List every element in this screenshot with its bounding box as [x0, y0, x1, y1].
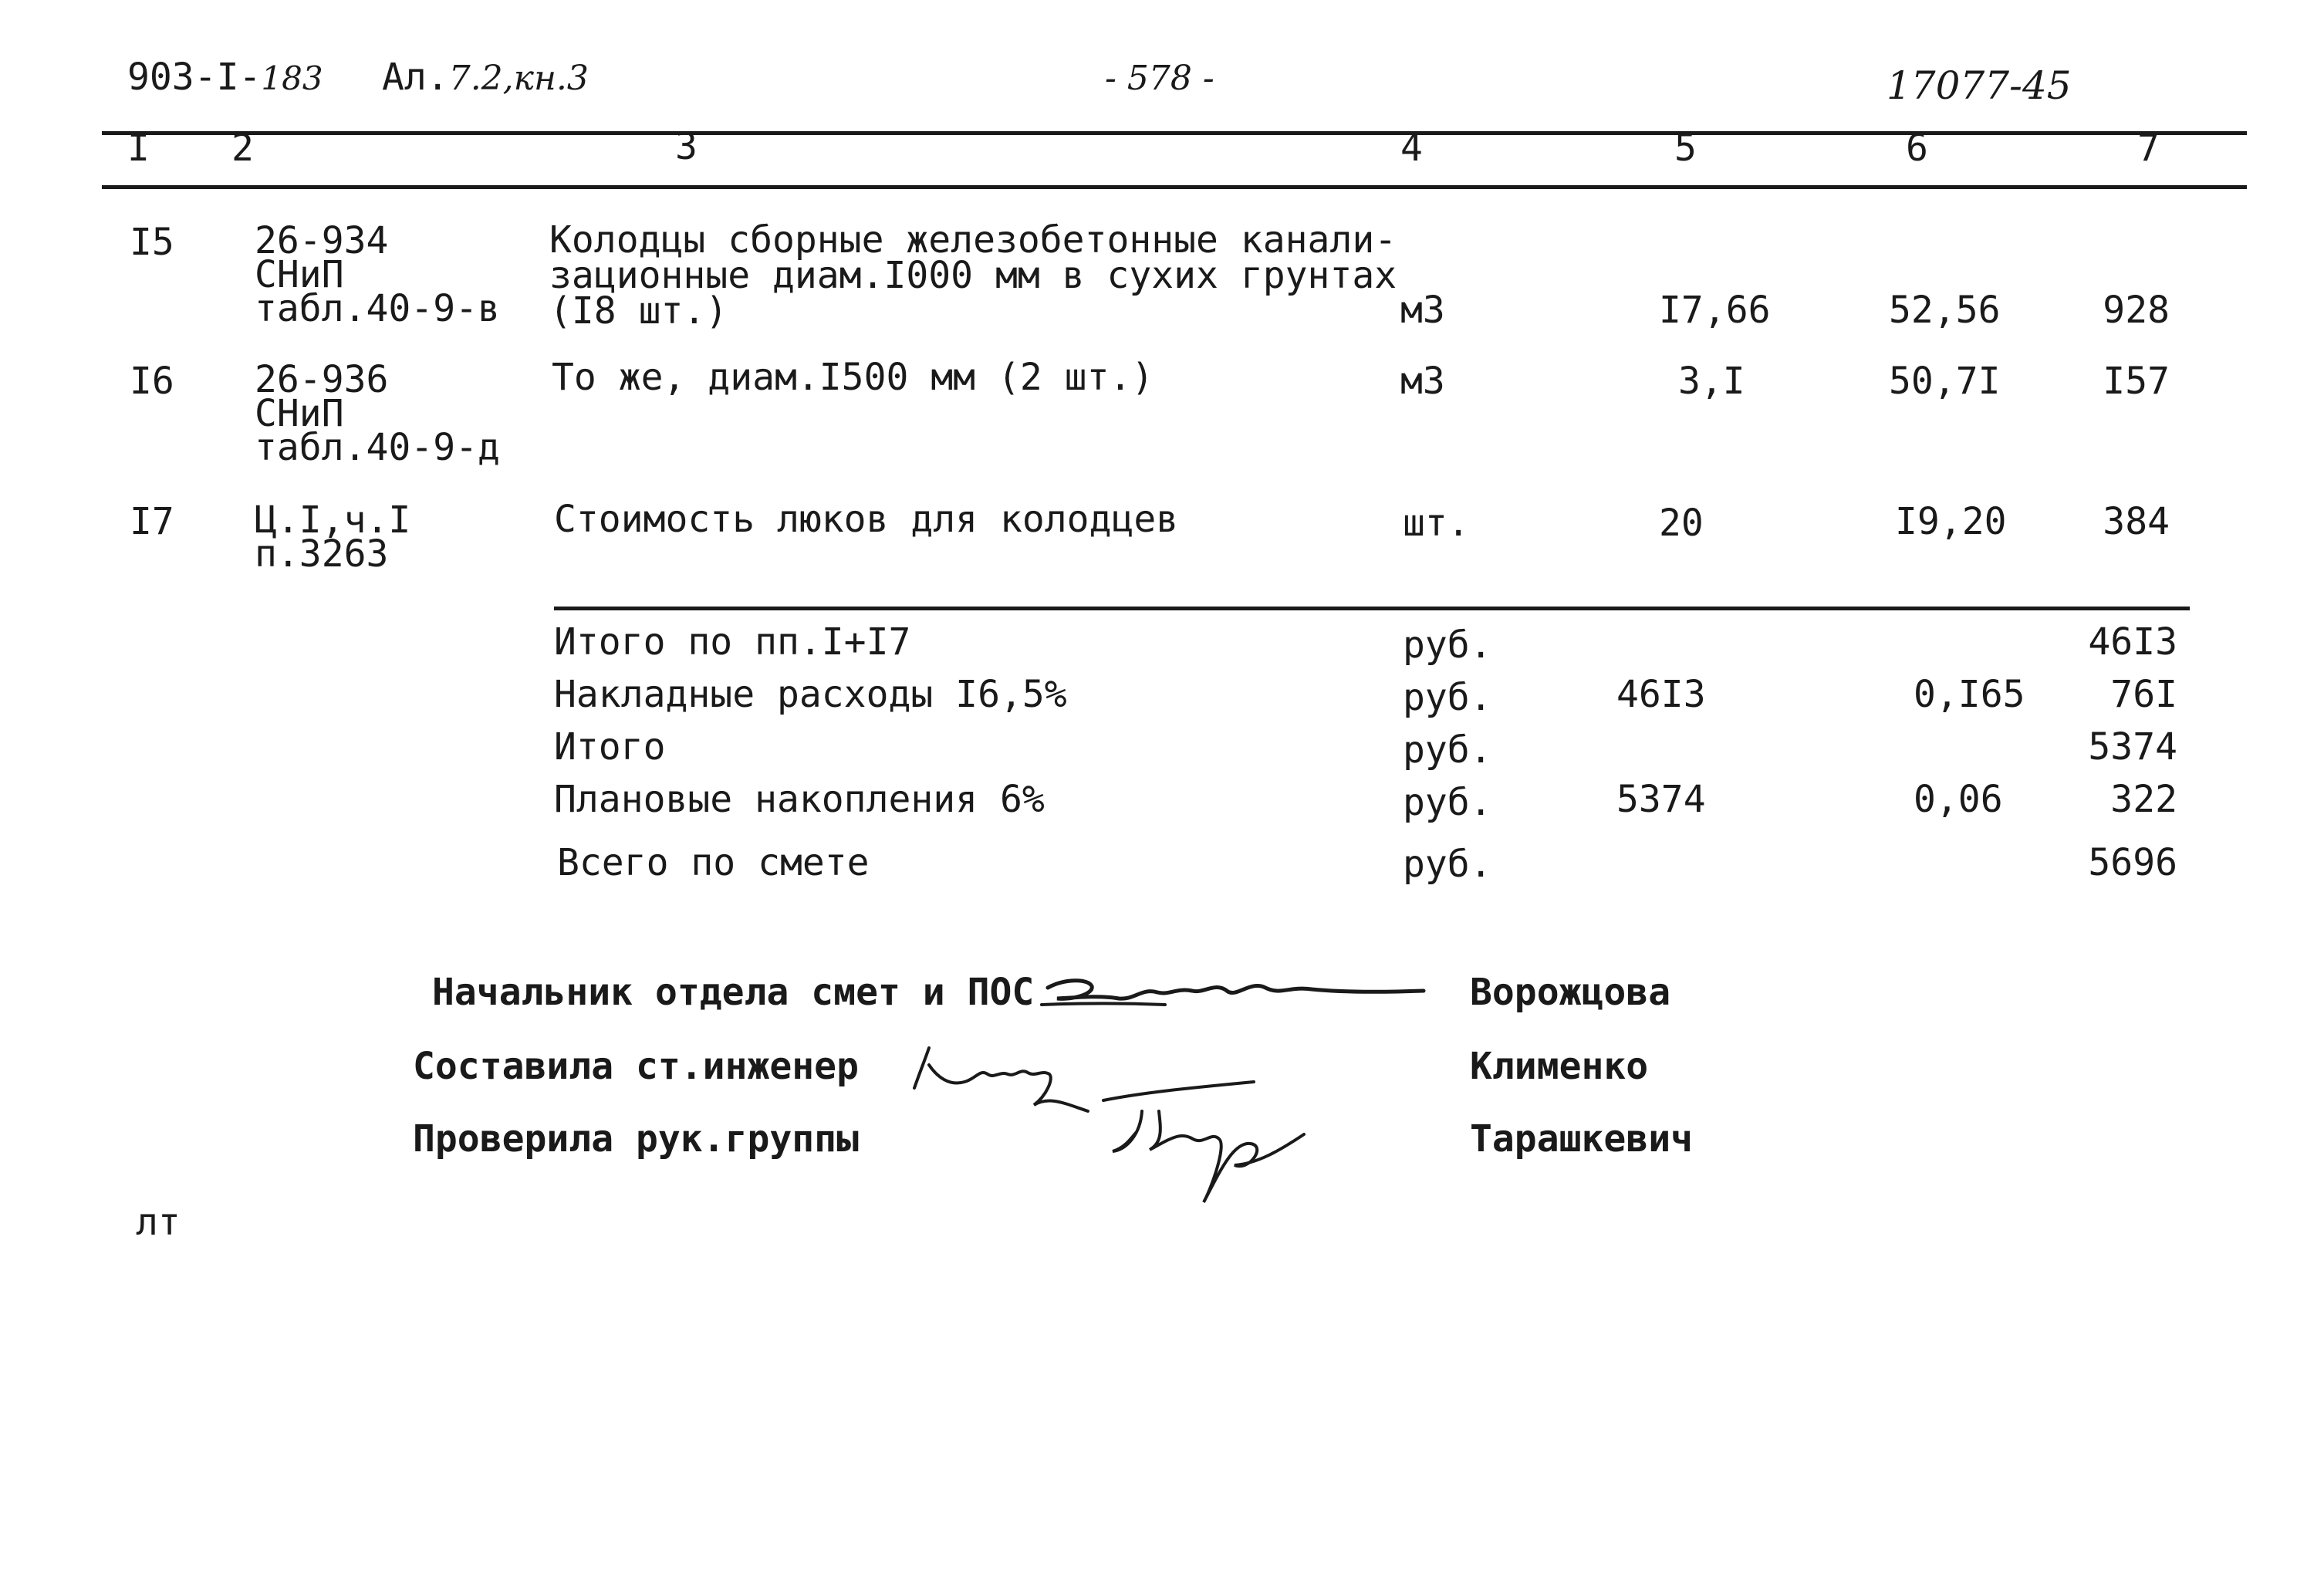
- totals-label: Итого: [554, 725, 666, 769]
- album-reference: [382, 56, 589, 99]
- description-line: Колодцы сборные железобетонные канали-: [549, 218, 1397, 262]
- ref-line: 26-936: [255, 358, 389, 401]
- table-row-total: 928: [2103, 289, 2170, 332]
- signature-role: Составила ст.инженер: [413, 1045, 859, 1088]
- signature-role: Начальник отдела смет и ПОС: [432, 971, 1035, 1014]
- description-line: зационные диам.I000 мм в сухих грунтах: [549, 254, 1397, 297]
- header-bottom-rule: [102, 185, 2247, 189]
- description-line: То же, диам.I500 мм (2 шт.): [552, 356, 1154, 399]
- document-code-handwritten: 183: [261, 59, 323, 97]
- table-row-no: I5: [130, 221, 174, 264]
- totals-quantity: 5374: [1616, 778, 1706, 821]
- totals-unit: руб.: [1403, 843, 1492, 886]
- column-header-1: I: [127, 127, 150, 170]
- description-line: Стоимость люков для колодцев: [554, 498, 1179, 541]
- table-row-ref: [255, 219, 500, 330]
- table-row-quantity: I7,66: [1659, 289, 1771, 332]
- archive-number: 17077-45: [1887, 63, 2072, 108]
- column-header-7: 7: [2137, 127, 2160, 170]
- document-code: [127, 56, 323, 99]
- ref-line: Ц.I,ч.I: [255, 498, 411, 542]
- totals-label: Всего по смете: [557, 841, 870, 884]
- column-header-2: 2: [231, 127, 254, 170]
- album-handwritten: 7.2,кн.3: [448, 59, 589, 98]
- table-row-quantity: 20: [1659, 502, 1704, 545]
- column-header-4: 4: [1400, 127, 1423, 170]
- table-row-unit: м3: [1400, 360, 1445, 403]
- totals-total: 5696: [2088, 841, 2177, 884]
- table-row-quantity: 3,I: [1678, 360, 1745, 403]
- album-typed: Ал.: [382, 56, 449, 99]
- totals-unit: руб.: [1403, 781, 1492, 824]
- ref-line: табл.40-9-в: [255, 287, 500, 330]
- totals-unit-price: 0,I65: [1914, 673, 2025, 716]
- table-row-no: I7: [130, 500, 174, 543]
- ref-line: 26-934: [255, 219, 389, 262]
- totals-label: Итого по пп.I+I7: [554, 620, 911, 664]
- ref-line: СНиП: [255, 253, 344, 296]
- table-row-unit-price: 52,56: [1889, 289, 2001, 332]
- signature-scribble-head: [1034, 965, 1435, 1019]
- ref-line: СНиП: [255, 392, 344, 435]
- signature-scribble-engineer: [903, 1034, 1111, 1127]
- table-row-description: [549, 218, 1397, 333]
- table-row-unit-price: 50,7I: [1889, 360, 2001, 403]
- totals-unit: руб.: [1403, 728, 1492, 772]
- totals-unit: руб.: [1403, 676, 1492, 719]
- signature-role: Проверила рук.группы: [413, 1117, 859, 1161]
- table-row-no: I6: [130, 360, 174, 403]
- table-row-total: I57: [2103, 360, 2170, 403]
- description-line: (I8 шт.): [549, 289, 728, 333]
- table-row-total: 384: [2103, 500, 2170, 543]
- totals-total: 76I: [2110, 673, 2177, 716]
- totals-label: Накладные расходы I6,5%: [554, 673, 1067, 716]
- totals-total: 5374: [2088, 725, 2177, 769]
- typist-mark: лт: [136, 1201, 181, 1244]
- column-header-3: 3: [675, 125, 698, 168]
- signature-scribble-checker: [1096, 1065, 1327, 1211]
- column-header-5: 5: [1674, 127, 1697, 170]
- document-code-typed: 903-I-: [127, 56, 262, 99]
- ref-line: табл.40-9-д: [255, 426, 500, 469]
- table-row-description: [554, 498, 1179, 541]
- signature-name: Ворожцова: [1470, 971, 1671, 1014]
- table-row-ref: [255, 498, 411, 576]
- totals-label: Плановые накопления 6%: [554, 778, 1045, 821]
- column-header-6: 6: [1906, 127, 1928, 170]
- totals-quantity: 46I3: [1616, 673, 1706, 716]
- signature-name: Тарашкевич: [1470, 1117, 1693, 1161]
- totals-unit-price: 0,06: [1914, 778, 2003, 821]
- table-row-unit: шт.: [1403, 502, 1470, 545]
- table-row-ref: [255, 358, 500, 469]
- totals-unit: руб.: [1403, 623, 1492, 667]
- table-row-description: [552, 356, 1154, 399]
- totals-rule: [554, 607, 2190, 610]
- totals-total: 46I3: [2088, 620, 2177, 664]
- totals-total: 322: [2110, 778, 2177, 821]
- table-row-unit: м3: [1400, 289, 1445, 332]
- page-number: - 578 -: [1105, 59, 1214, 98]
- ref-line: п.3263: [255, 532, 389, 576]
- table-row-unit-price: I9,20: [1895, 500, 2007, 543]
- signature-name: Клименко: [1470, 1045, 1649, 1088]
